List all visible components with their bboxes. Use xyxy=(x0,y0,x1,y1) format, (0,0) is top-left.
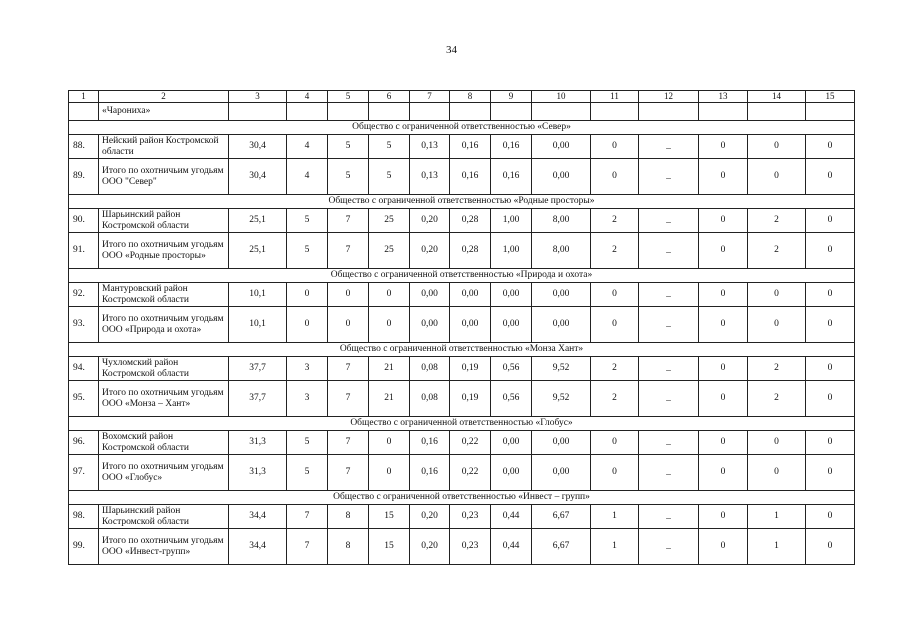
value-cell: 2 xyxy=(591,357,639,381)
value-cell: 0,20 xyxy=(410,209,450,233)
table-row xyxy=(69,529,855,565)
value-cell: 31,3 xyxy=(229,455,287,491)
area-name: Итого по охотничьим угодьям ООО «Родные просторы» xyxy=(99,233,229,269)
value-cell: 30,4 xyxy=(229,159,287,195)
value-cell: 0,16 xyxy=(491,159,532,195)
value-cell: 0,19 xyxy=(450,357,491,381)
value-cell: 4 xyxy=(287,159,328,195)
value-cell: 9,52 xyxy=(532,381,591,417)
column-number: 2 xyxy=(99,91,229,103)
area-name: Итого по охотничьим угодьям ООО «Монза – Хант» xyxy=(99,381,229,417)
value-cell: 0,00 xyxy=(532,135,591,159)
value-cell: 34,4 xyxy=(229,505,287,529)
value-cell: 0 xyxy=(806,233,855,269)
organization-heading-row xyxy=(69,343,855,357)
column-number: 5 xyxy=(328,91,369,103)
value-cell: 0 xyxy=(699,233,748,269)
value-cell: _ xyxy=(639,505,699,529)
value-cell: _ xyxy=(639,529,699,565)
value-cell: 5 xyxy=(287,431,328,455)
value-cell: 0,00 xyxy=(410,307,450,343)
row-number: 90. xyxy=(69,209,99,233)
value-cell: 10,1 xyxy=(229,283,287,307)
value-cell: 7 xyxy=(328,357,369,381)
value-cell: _ xyxy=(639,283,699,307)
value-cell: 1,00 xyxy=(491,209,532,233)
row-number: 99. xyxy=(69,529,99,565)
value-cell: 15 xyxy=(369,529,410,565)
value-cell: 1 xyxy=(748,505,806,529)
page-number: 34 xyxy=(446,44,457,56)
value-cell: 7 xyxy=(287,529,328,565)
value-cell: 5 xyxy=(369,159,410,195)
value-cell: 0 xyxy=(806,209,855,233)
value-cell: 25 xyxy=(369,233,410,269)
value-cell: 0 xyxy=(806,529,855,565)
row-number: 93. xyxy=(69,307,99,343)
value-cell: 2 xyxy=(748,233,806,269)
value-cell: 0 xyxy=(806,431,855,455)
value-cell: 8 xyxy=(328,529,369,565)
value-cell: 7 xyxy=(287,505,328,529)
value-cell: _ xyxy=(639,233,699,269)
value-cell: 0 xyxy=(748,307,806,343)
value-cell: 0,20 xyxy=(410,529,450,565)
value-cell: 5 xyxy=(287,233,328,269)
row-number: 89. xyxy=(69,159,99,195)
value-cell: 6,67 xyxy=(532,505,591,529)
value-cell: 0 xyxy=(328,283,369,307)
value-cell: 7 xyxy=(328,455,369,491)
value-cell: 5 xyxy=(328,159,369,195)
value-cell: 3 xyxy=(287,357,328,381)
organization-title: Общество с ограниченной ответственностью «Север» xyxy=(69,121,855,135)
value-cell: 0,16 xyxy=(410,431,450,455)
value-cell: 31,3 xyxy=(229,431,287,455)
value-cell: 0,23 xyxy=(450,505,491,529)
value-cell: 0 xyxy=(591,431,639,455)
value-cell: 1,00 xyxy=(491,233,532,269)
organization-title: Общество с ограниченной ответственностью «Природа и охота» xyxy=(69,269,855,283)
value-cell: 0 xyxy=(748,135,806,159)
value-cell: 2 xyxy=(748,209,806,233)
value-cell: 2 xyxy=(591,381,639,417)
value-cell: 0,00 xyxy=(532,159,591,195)
value-cell: 0,00 xyxy=(491,283,532,307)
value-cell: 0,00 xyxy=(410,283,450,307)
value-cell: 0 xyxy=(748,283,806,307)
value-cell: 0,00 xyxy=(491,307,532,343)
value-cell: 0 xyxy=(806,307,855,343)
value-cell: 0,13 xyxy=(410,135,450,159)
column-number: 8 xyxy=(450,91,491,103)
column-number: 11 xyxy=(591,91,639,103)
value-cell: 0,56 xyxy=(491,381,532,417)
value-cell: 0,56 xyxy=(491,357,532,381)
organization-heading-row xyxy=(69,417,855,431)
table-row xyxy=(69,135,855,159)
area-name: Вохомский район Костромской области xyxy=(99,431,229,455)
value-cell: 25,1 xyxy=(229,209,287,233)
column-number: 15 xyxy=(806,91,855,103)
area-name: Итого по охотничьим угодьям ООО «Глобус» xyxy=(99,455,229,491)
value-cell: 0 xyxy=(806,505,855,529)
value-cell: 0 xyxy=(287,307,328,343)
table-row xyxy=(69,159,855,195)
value-cell: 0 xyxy=(369,431,410,455)
area-name: Шарьинский район Костромской области xyxy=(99,505,229,529)
value-cell: 0 xyxy=(287,283,328,307)
value-cell: 7 xyxy=(328,209,369,233)
value-cell: 0,00 xyxy=(532,307,591,343)
area-name: Чухломский район Костромской области xyxy=(99,357,229,381)
organization-title: Общество с ограниченной ответственностью «Родные просторы» xyxy=(69,195,855,209)
value-cell: 0 xyxy=(699,455,748,491)
value-cell: 0 xyxy=(591,307,639,343)
value-cell: 21 xyxy=(369,357,410,381)
value-cell: 0 xyxy=(699,307,748,343)
value-cell: 8,00 xyxy=(532,209,591,233)
area-name: Шарьинский район Костромской области xyxy=(99,209,229,233)
organization-title: Общество с ограниченной ответственностью «Инвест – групп» xyxy=(69,491,855,505)
value-cell: 0 xyxy=(699,529,748,565)
table-row xyxy=(69,505,855,529)
value-cell: 37,7 xyxy=(229,381,287,417)
organization-heading-row xyxy=(69,491,855,505)
value-cell: 10,1 xyxy=(229,307,287,343)
value-cell: 15 xyxy=(369,505,410,529)
organization-heading-row xyxy=(69,195,855,209)
column-number: 13 xyxy=(699,91,748,103)
value-cell: 0 xyxy=(806,159,855,195)
value-cell: 0,44 xyxy=(491,529,532,565)
value-cell: 0,16 xyxy=(491,135,532,159)
value-cell: 1 xyxy=(591,529,639,565)
area-name: Нейский район Костромской области xyxy=(99,135,229,159)
table-row xyxy=(69,307,855,343)
hunting-grounds-table xyxy=(68,90,855,565)
value-cell: 0 xyxy=(699,159,748,195)
value-cell: 25 xyxy=(369,209,410,233)
column-number: 9 xyxy=(491,91,532,103)
organization-heading-row xyxy=(69,121,855,135)
value-cell: 0,44 xyxy=(491,505,532,529)
row-number: 97. xyxy=(69,455,99,491)
value-cell: 4 xyxy=(287,135,328,159)
column-number: 3 xyxy=(229,91,287,103)
value-cell: 0 xyxy=(806,357,855,381)
row-number: 95. xyxy=(69,381,99,417)
table-row xyxy=(69,357,855,381)
value-cell: 5 xyxy=(287,455,328,491)
value-cell: 9,52 xyxy=(532,357,591,381)
value-cell: 0 xyxy=(369,283,410,307)
value-cell: 7 xyxy=(328,431,369,455)
value-cell: 0,00 xyxy=(450,283,491,307)
value-cell: 21 xyxy=(369,381,410,417)
value-cell: 0,13 xyxy=(410,159,450,195)
value-cell: 0,00 xyxy=(450,307,491,343)
value-cell: 0,08 xyxy=(410,357,450,381)
value-cell: 0 xyxy=(806,455,855,491)
area-name: Мантуровский район Костромской области xyxy=(99,283,229,307)
value-cell: 25,1 xyxy=(229,233,287,269)
value-cell: 0,16 xyxy=(450,135,491,159)
area-name: Итого по охотничьим угодьям ООО "Север" xyxy=(99,159,229,195)
column-number-row xyxy=(69,91,855,103)
value-cell: 2 xyxy=(591,233,639,269)
table-row xyxy=(69,431,855,455)
value-cell: 0 xyxy=(806,283,855,307)
value-cell: _ xyxy=(639,455,699,491)
value-cell: 5 xyxy=(328,135,369,159)
column-number: 14 xyxy=(748,91,806,103)
value-cell: 0,22 xyxy=(450,455,491,491)
value-cell: 1 xyxy=(591,505,639,529)
value-cell: 0,00 xyxy=(491,431,532,455)
value-cell: 34,4 xyxy=(229,529,287,565)
value-cell: 0,20 xyxy=(410,233,450,269)
organization-title: Общество с ограниченной ответственностью «Монза Хант» xyxy=(69,343,855,357)
value-cell: _ xyxy=(639,431,699,455)
table-row xyxy=(69,283,855,307)
column-number: 12 xyxy=(639,91,699,103)
value-cell: 7 xyxy=(328,381,369,417)
value-cell: 0,08 xyxy=(410,381,450,417)
value-cell: _ xyxy=(639,159,699,195)
value-cell: 30,4 xyxy=(229,135,287,159)
organization-title: Общество с ограниченной ответственностью «Глобус» xyxy=(69,417,855,431)
value-cell: 0,16 xyxy=(410,455,450,491)
value-cell: 0 xyxy=(328,307,369,343)
value-cell: 0 xyxy=(748,159,806,195)
continuation-row xyxy=(69,103,855,121)
value-cell: 0,19 xyxy=(450,381,491,417)
column-number: 1 xyxy=(69,91,99,103)
table-row xyxy=(69,455,855,491)
value-cell: 0 xyxy=(699,283,748,307)
row-number: 92. xyxy=(69,283,99,307)
organization-heading-row xyxy=(69,269,855,283)
table-row xyxy=(69,233,855,269)
value-cell: 0 xyxy=(806,135,855,159)
row-number: 94. xyxy=(69,357,99,381)
value-cell: 0 xyxy=(591,135,639,159)
value-cell: _ xyxy=(639,135,699,159)
value-cell: 2 xyxy=(748,381,806,417)
value-cell: 0 xyxy=(591,159,639,195)
value-cell: 0 xyxy=(591,455,639,491)
value-cell: _ xyxy=(639,209,699,233)
value-cell: 0,28 xyxy=(450,233,491,269)
table-row xyxy=(69,209,855,233)
value-cell: 0,23 xyxy=(450,529,491,565)
row-number: 98. xyxy=(69,505,99,529)
column-number: 6 xyxy=(369,91,410,103)
continuation-text: «Чарониха» xyxy=(99,103,229,121)
column-number: 10 xyxy=(532,91,591,103)
column-number: 7 xyxy=(410,91,450,103)
value-cell: 0,00 xyxy=(532,455,591,491)
value-cell: 37,7 xyxy=(229,357,287,381)
value-cell: 5 xyxy=(287,209,328,233)
value-cell: 7 xyxy=(328,233,369,269)
value-cell: 0,28 xyxy=(450,209,491,233)
value-cell: 0 xyxy=(591,283,639,307)
value-cell: 1 xyxy=(748,529,806,565)
value-cell: 0 xyxy=(806,381,855,417)
value-cell: 0 xyxy=(369,307,410,343)
value-cell: 0 xyxy=(699,209,748,233)
row-number: 88. xyxy=(69,135,99,159)
value-cell: 8 xyxy=(328,505,369,529)
area-name: Итого по охотничьим угодьям ООО «Природа и охота» xyxy=(99,307,229,343)
value-cell: 2 xyxy=(591,209,639,233)
value-cell: _ xyxy=(639,357,699,381)
value-cell: 0,16 xyxy=(450,159,491,195)
value-cell: _ xyxy=(639,307,699,343)
column-number: 4 xyxy=(287,91,328,103)
area-name: Итого по охотничьим угодьям ООО «Инвест-групп» xyxy=(99,529,229,565)
value-cell: 0 xyxy=(748,431,806,455)
value-cell: 0 xyxy=(699,135,748,159)
value-cell: 0 xyxy=(699,505,748,529)
value-cell: 0,00 xyxy=(532,283,591,307)
value-cell: 0 xyxy=(699,381,748,417)
table-body xyxy=(69,91,855,565)
value-cell: 6,67 xyxy=(532,529,591,565)
value-cell: 8,00 xyxy=(532,233,591,269)
value-cell: 0 xyxy=(369,455,410,491)
row-number: 96. xyxy=(69,431,99,455)
value-cell: 3 xyxy=(287,381,328,417)
value-cell: 0,22 xyxy=(450,431,491,455)
value-cell: _ xyxy=(639,381,699,417)
value-cell: 0 xyxy=(748,455,806,491)
table-row xyxy=(69,381,855,417)
value-cell: 0 xyxy=(699,357,748,381)
value-cell: 0,20 xyxy=(410,505,450,529)
value-cell: 0 xyxy=(699,431,748,455)
value-cell: 0,00 xyxy=(491,455,532,491)
value-cell: 0,00 xyxy=(532,431,591,455)
value-cell: 5 xyxy=(369,135,410,159)
value-cell: 2 xyxy=(748,357,806,381)
row-number: 91. xyxy=(69,233,99,269)
